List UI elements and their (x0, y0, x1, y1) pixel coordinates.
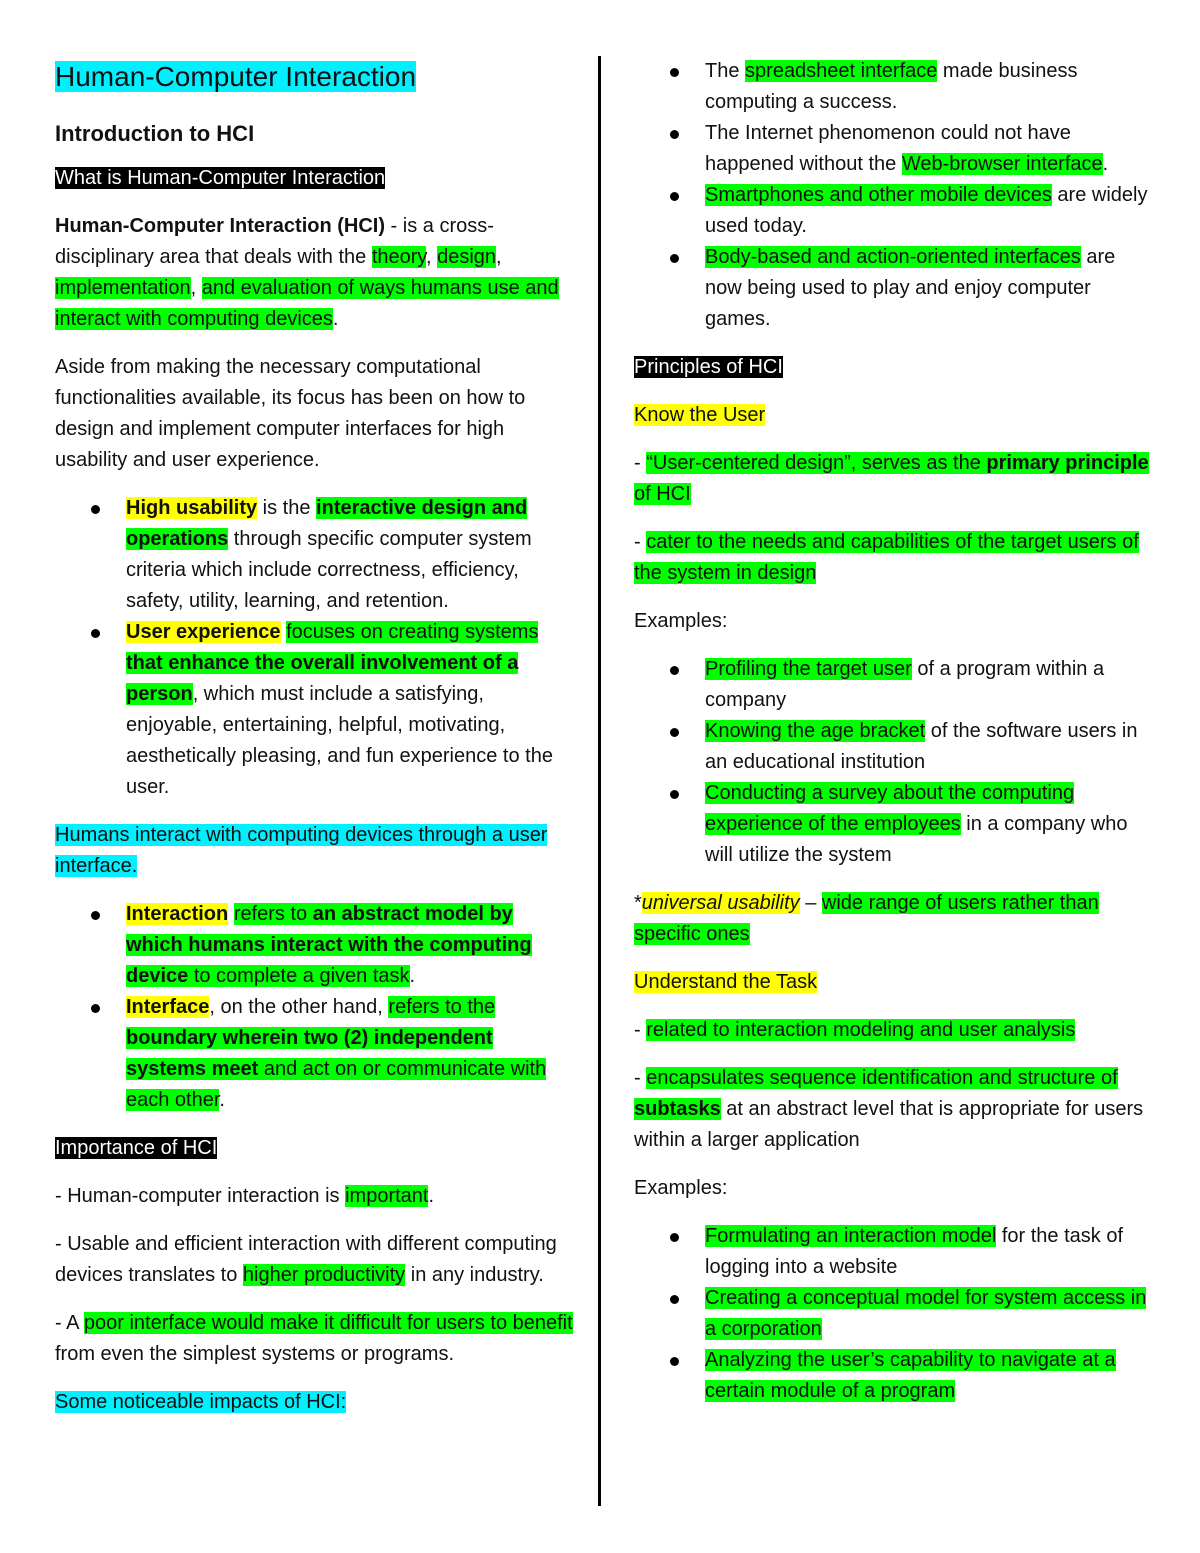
hci-definition: Human-Computer Interaction (HCI) - is a cross-disciplinary area that deals with the theory, design, implementation, and evaluation of ways humans use and interact with computing devices. (55, 215, 559, 330)
heading-understand-task: Understand the Task (634, 971, 818, 993)
heading-what-is-hci: What is Human-Computer Interaction (55, 167, 386, 189)
list-item-smartphones: Smartphones and other mobile devices are widely used today. (705, 180, 1154, 242)
list-item-analyzing-capability: Analyzing the user’s capability to navigate at a certain module of a program (705, 1345, 1154, 1407)
column-divider (598, 56, 601, 1506)
list-item-interaction-model: Formulating an interaction model for the task of logging into a website (705, 1221, 1154, 1283)
examples-label-1: Examples: (634, 610, 728, 632)
importance-2: - Usable and efficient interaction with different computing devices translates to higher productivity in any industry. (55, 1233, 557, 1286)
heading-principles: Principles of HCI (634, 356, 783, 378)
section-subtitle: Introduction to HCI (55, 121, 255, 146)
importance-3: - A poor interface would make it difficult for users to benefit from even the simplest systems or programs. (55, 1312, 573, 1365)
examples-label-2: Examples: (634, 1177, 728, 1199)
interaction-list (55, 899, 575, 1116)
list-item-spreadsheet: The spreadsheet interface made business computing a success. (705, 56, 1154, 118)
understand-task-1: - related to interaction modeling and user analysis (634, 1019, 1076, 1041)
document-title: Human-Computer Interaction (55, 61, 417, 92)
list-item-interface: Interface, on the other hand, refers to the boundary wherein two (2) independent systems meet and act on or communicate with each other. (126, 992, 575, 1116)
list-item-high-usability: High usability is the interactive design and operations through specific computer system criteria which include correctness, efficiency, safety, utility, learning, and retention. (126, 493, 575, 617)
humans-interact-paragraph: Humans interact with computing devices through a user interface. (55, 824, 548, 877)
impacts-heading: Some noticeable impacts of HCI: (55, 1391, 347, 1413)
left-column (55, 56, 575, 1435)
term-hci: Human-Computer Interaction (HCI) (55, 215, 385, 237)
list-item-body-based: Body-based and action-oriented interfaces are now being used to play and enjoy computer games. (705, 242, 1154, 335)
know-user-1: - “User-centered design”, serves as the primary principle of HCI (634, 452, 1149, 505)
heading-importance: Importance of HCI (55, 1137, 218, 1159)
know-user-2: - cater to the needs and capabilities of the target users of the system in design (634, 531, 1139, 584)
list-item-age-bracket: Knowing the age bracket of the software users in an educational institution (705, 716, 1154, 778)
aside-paragraph: Aside from making the necessary computational functionalities available, its focus has been on how to design and implement computer interfaces for high usability and user experience. (55, 356, 526, 471)
usability-list (55, 493, 575, 803)
impacts-list (634, 56, 1154, 335)
know-user-examples (634, 654, 1154, 871)
list-item-user-experience: User experience focuses on creating systems that enhance the overall involvement of a person, which must include a satisfying, enjoyable, entertaining, helpful, motivating, aesthetically pleasing, and fun experience to the user. (126, 617, 575, 803)
list-item-interaction: Interaction refers to an abstract model by which humans interact with the computing device to complete a given task. (126, 899, 575, 992)
understand-task-examples (634, 1221, 1154, 1407)
list-item-profiling: Profiling the target user of a program within a company (705, 654, 1154, 716)
list-item-conceptual-model: Creating a conceptual model for system access in a corporation (705, 1283, 1154, 1345)
universal-usability-note: *universal usability – wide range of users rather than specific ones (634, 892, 1099, 945)
importance-1: - Human-computer interaction is important. (55, 1185, 435, 1207)
right-column (634, 56, 1154, 1424)
heading-know-the-user: Know the User (634, 404, 766, 426)
list-item-survey: Conducting a survey about the computing experience of the employees in a company who will utilize the system (705, 778, 1154, 871)
list-item-web-browser: The Internet phenomenon could not have happened without the Web-browser interface. (705, 118, 1154, 180)
understand-task-2: - encapsulates sequence identification and structure of subtasks at an abstract level that is appropriate for users within a larger application (634, 1067, 1144, 1151)
